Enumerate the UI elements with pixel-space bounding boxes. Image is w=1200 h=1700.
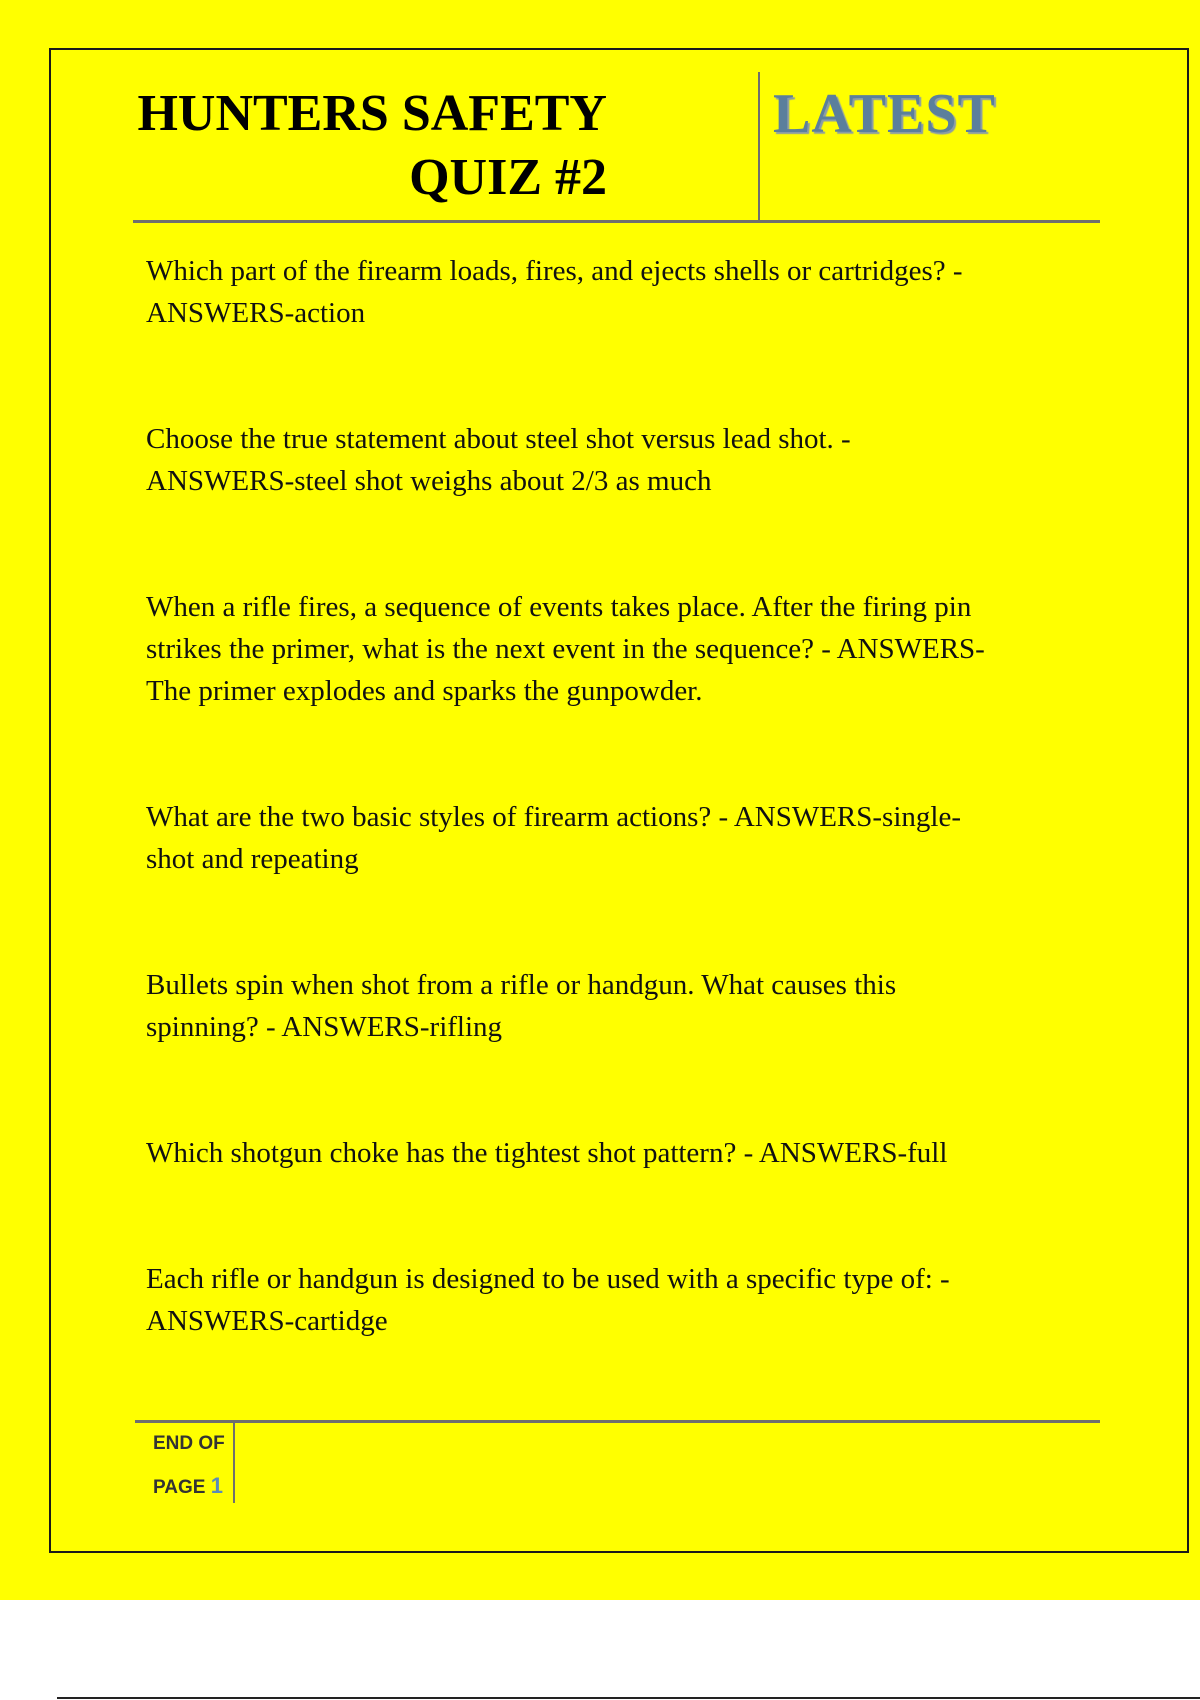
- document-header: [133, 72, 1100, 223]
- question-list: [146, 250, 1086, 1426]
- title-line-1: HUNTERS SAFETY: [137, 85, 607, 142]
- footer-page-word: PAGE: [153, 1477, 206, 1498]
- question-item: [146, 586, 1086, 712]
- page-footer: [135, 1420, 1100, 1505]
- question-text-line: shot and repeating: [146, 843, 359, 875]
- question-text-line: ANSWERS-action: [146, 297, 366, 329]
- footer-page-box: [135, 1423, 235, 1503]
- question-item: [146, 1258, 1086, 1342]
- question-text-line: The primer explodes and sparks the gunpowder.: [146, 675, 703, 707]
- question-text-line: ANSWERS-steel shot weighs about 2/3 as much: [146, 465, 712, 497]
- question-text-line: Which part of the firearm loads, fires, and ejects shells or cartridges? -: [146, 255, 963, 287]
- question-item: [146, 250, 1086, 334]
- question-text-line: Choose the true statement about steel shot versus lead shot. -: [146, 423, 851, 455]
- question-text-line: spinning? - ANSWERS-rifling: [146, 1011, 503, 1043]
- question-item: [146, 418, 1086, 502]
- question-item: [146, 1132, 1086, 1174]
- header-divider: [758, 72, 760, 220]
- footer-page-number: 1: [210, 1473, 223, 1498]
- question-item: [146, 964, 1086, 1048]
- question-text-line: Bullets spin when shot from a rifle or handgun. What causes this: [146, 969, 897, 1001]
- bottom-divider: [57, 1697, 1200, 1699]
- question-item: [146, 796, 1086, 880]
- question-text-line: Each rifle or handgun is designed to be used with a specific type of: -: [146, 1263, 950, 1295]
- footer-end-label: END OF: [153, 1433, 225, 1454]
- question-text-line: What are the two basic styles of firearm actions? - ANSWERS-single-: [146, 801, 961, 833]
- question-text-line: strikes the primer, what is the next event in the sequence? - ANSWERS-: [146, 633, 985, 665]
- latest-badge: LATEST: [773, 83, 996, 145]
- footer-page-label: [153, 1475, 223, 1499]
- page-title: [47, 82, 607, 210]
- question-text-line: Which shotgun choke has the tightest shot pattern? - ANSWERS-full: [146, 1137, 948, 1169]
- title-line-2: QUIZ #2: [409, 149, 607, 206]
- question-text-line: ANSWERS-cartidge: [146, 1305, 388, 1337]
- question-text-line: When a rifle fires, a sequence of events takes place. After the firing pin: [146, 591, 972, 623]
